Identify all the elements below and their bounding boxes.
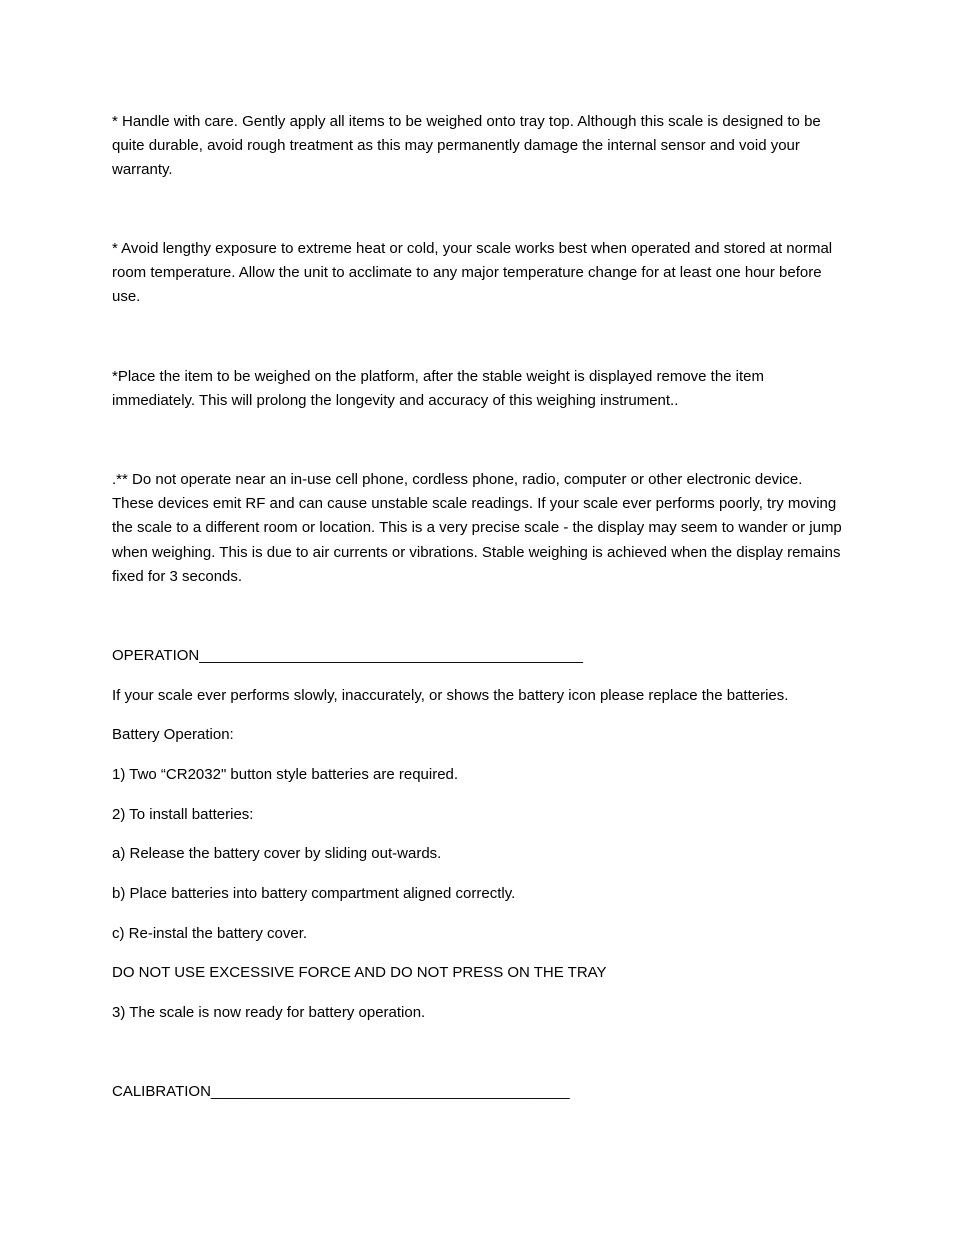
- battery-step-1: 1) Two “CR2032" button style batteries are required.: [112, 766, 459, 783]
- avoid-exposure-paragraph: * Avoid lengthy exposure to extreme heat or cold, your scale works best when operated and stored at normal room temperature. Allow the unit to acclimate to any major temperature change for at least one hour before use.: [112, 240, 833, 306]
- battery-operation-heading: Battery Operation:: [112, 726, 234, 743]
- operation-intro: If your scale ever performs slowly, inaccurately, or shows the battery icon please replace the batteries.: [112, 687, 789, 704]
- battery-step-2b: b) Place batteries into battery compartment aligned correctly.: [112, 885, 516, 902]
- calibration-heading: CALIBRATION___________________________________________: [112, 1083, 570, 1100]
- battery-step-2c: c) Re-instal the battery cover.: [112, 925, 308, 942]
- interference-paragraph: .** Do not operate near an in-use cell phone, cordless phone, radio, computer or other electronic device. These devices emit RF and can cause unstable scale readings. If your scale ever performs poorly, try moving the scale to a different room or location. This is a very precise scale - the display may seem to wander or jump when weighing. This is due to air currents or vibrations. Stable weighing is achieved when the display remains fixed for 3 seconds.: [112, 471, 842, 585]
- place-item-paragraph: *Place the item to be weighed on the platform, after the stable weight is displayed remove the item immediately. This will prolong the longevity and accuracy of this weighing instrument..: [112, 368, 765, 410]
- handle-care-paragraph: * Handle with care. Gently apply all items to be weighed onto tray top. Although this scale is designed to be quite durable, avoid rough treatment as this may permanently damage the internal sensor and void your warranty.: [112, 113, 821, 179]
- battery-step-2a: a) Release the battery cover by sliding out-wards.: [112, 845, 442, 862]
- force-warning: DO NOT USE EXCESSIVE FORCE AND DO NOT PRESS ON THE TRAY: [112, 964, 607, 981]
- battery-step-3: 3) The scale is now ready for battery operation.: [112, 1004, 426, 1021]
- battery-step-2: 2) To install batteries:: [112, 806, 254, 823]
- operation-heading: OPERATION______________________________________________: [112, 647, 583, 664]
